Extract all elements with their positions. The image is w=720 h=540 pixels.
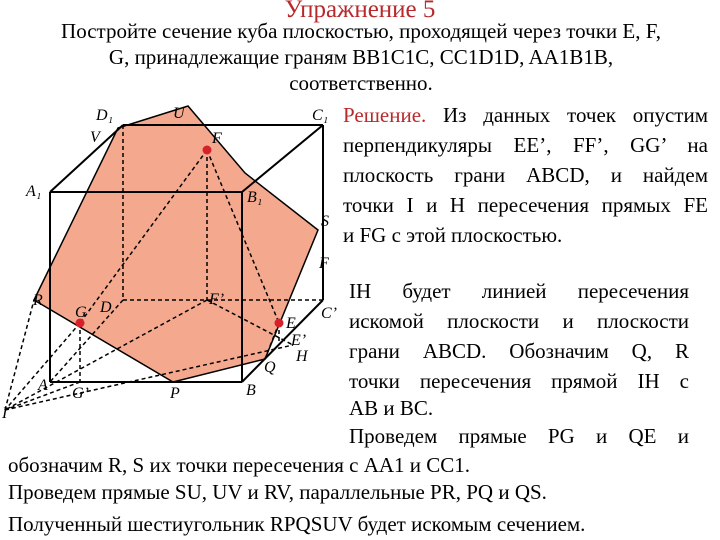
- label-S: S: [321, 213, 329, 230]
- ih-line-1: IH будет линией пересечения: [349, 279, 689, 303]
- label-F-right: F: [319, 255, 329, 272]
- ih-line-5: AB и BC.: [349, 396, 434, 420]
- solution-line-3: плоскость грани ABCD, и найдем: [343, 163, 708, 187]
- bottom-line-3: Полученный шестиугольник RPQSUV будет искомым сечением.: [8, 512, 586, 536]
- ih-line-4: точки пересечения прямой IH с: [349, 369, 689, 393]
- label-G-prime: G’: [72, 385, 89, 402]
- cube-figure: [0, 96, 345, 426]
- ih-line-6: Проведем прямые PG и QE и: [349, 424, 689, 448]
- label-A: A: [38, 377, 48, 394]
- bottom-line-2: Проведем прямые SU, UV и RV, параллельные PR, PQ и QS.: [8, 480, 547, 504]
- task-line-2: G, принадлежащие граням BB1C1C, CC1D1D, AA1B1B,: [108, 45, 614, 69]
- point-F: [203, 146, 212, 155]
- point-E: [275, 319, 284, 328]
- label-F-prime: F’: [209, 291, 225, 308]
- task-line-3: соответственно.: [289, 71, 433, 95]
- label-E-prime: E’: [291, 332, 307, 349]
- solution-line-2: перпендикуляры EE’, FF’, GG’ на: [343, 133, 708, 157]
- solution-line-1: [343, 100, 708, 130]
- task-line-1: Постройте сечение куба плоскостью, проходящей через точки E, F,: [61, 19, 661, 43]
- label-Q: Q: [264, 359, 276, 376]
- label-P: P: [170, 385, 180, 402]
- label-D: D: [100, 299, 112, 316]
- label-R: R: [33, 292, 43, 309]
- label-G: G: [75, 304, 87, 321]
- label-I: I: [2, 405, 8, 422]
- exercise-title: Упражнение 5: [284, 0, 436, 23]
- section-polygon: [34, 106, 318, 382]
- label-B: B: [246, 382, 256, 399]
- label-D1: D₁: [96, 107, 114, 124]
- task-statement: [8, 18, 714, 96]
- bottom-line-1: обозначим R, S их точки пересечения с AA1 и CC1.: [8, 453, 471, 477]
- label-H: H: [296, 348, 308, 365]
- label-U: U: [173, 105, 185, 122]
- solution-line-5: и FG с этой плоскостью.: [343, 223, 563, 247]
- ih-line-3: грани ABCD. Обозначим Q, R: [349, 339, 689, 363]
- solution-text-1: Из данных точек опустим: [426, 103, 708, 127]
- label-E: E: [286, 315, 296, 332]
- label-C1: C₁: [312, 107, 329, 124]
- label-F: F: [212, 130, 222, 147]
- ih-line-2: искомой плоскости и плоскости: [349, 309, 689, 333]
- solution-label: Решение.: [343, 103, 427, 127]
- label-V: V: [90, 129, 100, 146]
- label-A1: A₁: [26, 183, 42, 200]
- solution-line-4: точки I и H пересечения прямых FE: [343, 193, 708, 217]
- label-C-prime: C’: [321, 305, 337, 322]
- label-B1: B₁: [247, 189, 263, 206]
